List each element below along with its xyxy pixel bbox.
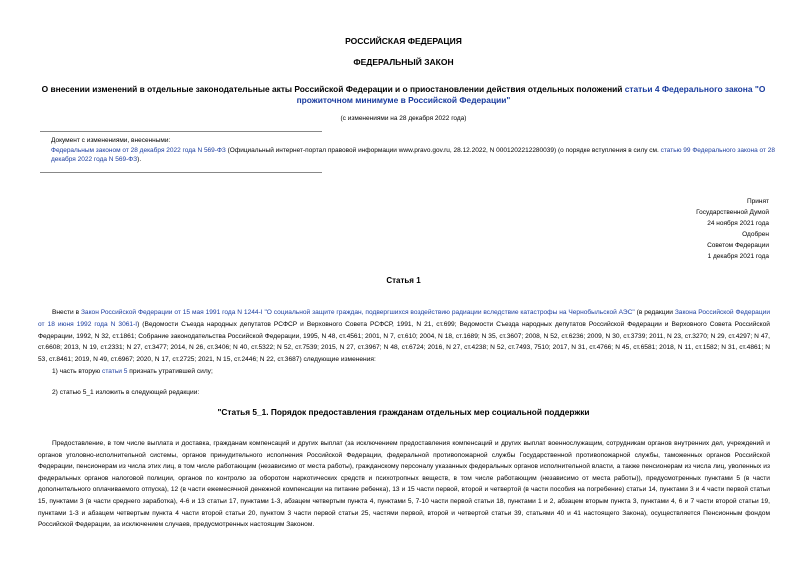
article-1-paragraph bbox=[38, 307, 770, 366]
changes-note: (с изменениями на 28 декабря 2022 года) bbox=[340, 115, 467, 122]
amendments-tail: ). bbox=[137, 156, 142, 163]
amendments-label: Документ с изменениями, внесенными: bbox=[51, 137, 171, 144]
adopted-label: Принят bbox=[746, 198, 769, 205]
article-5-1-paragraph bbox=[38, 438, 770, 531]
adopted-date: 24 ноября 2021 года bbox=[707, 220, 769, 227]
p1-citations: ) (Ведомости Съезда народных депутатов РСФСР и Верховного Совета РСФСР, 1991, N 21, ст.699; Ведомости Съезда народных депутатов Российской Федерации и Верховного Совета Российской Федерации, 1992, N 32, ст.1861; Собрание законодательства Российской Федерации, 1995, N 48, ст.4561; 2001, N 7, ст.610; 2004, N 18, ст.1689; N 35, ст.3607; 2008, N 52, ст.6236; 2009, N 30, ст.3739; 2011, N 23, ст.3270; N 29, ст.4297; N 47, ст.6608; 2013, N 19, ст.2331; N 27, ст.3477; 2014, N 26, ст.3406; N 40, ст.5322; N 52, ст.7539; 2015, N 27, ст.3967; N 48, ст.6724; 2016, N 27, ст.4238; N 52, ст.7493, 7510; 2017, N 31, ст.4766; N 45, ст.6581; 2018, N 11, ст.1582; N 31, ст.4861; N 53, ст.8461; 2019, N 49, ст.6967; 2020, N 17, ст.2725; 2021, N 15, ст.2446; N 22, ст.3687) следующие изменения: bbox=[38, 320, 770, 364]
amending-law-source: (Официальный интернет-портал правовой информации www.pravo.gov.ru, 28.12.2022, N 0001202212280039) (о порядке вступления в силу см. bbox=[225, 146, 661, 154]
article-5-1-text: Предоставление, в том числе выплата и доставка, гражданам компенсаций и других выплат (за исключением предоставления компенсаций и других выплат военнослужащим, сотрудникам органов внутренних дел, учреждений и органов уголовно-исполнительной системы, органов принудительного исполнения Российской Федерации, федеральной противопожарной службы Государственной противопожарной службы, таможенных органов Российской Федерации, пенсионерам из числа этих лиц, в том числе работающим (независимо от места работы), гражданскому персоналу указанных федеральных органов исполнительной власти, а также пенсионерам из числа лиц, уволенных из федеральных органов налоговой полиции, органов по контролю за оборотом наркотических средств и психотропных веществ, в том числе работающим (независимо от места работы)), предусмотренных пунктами 5 (в части дополнительного оплачиваемого отпуска), 12 (в части ежемесячной денежной компенсации на питание ребенка), 13 и 15 части первой, второй и четвертой (в части пособия на погребение) статьи 14, пунктами 3 и 4 части первой статьи 15, пунктами 3 (в части среднего заработка), 4-6 и 13 статьи 17, пунктами 1-3, абзацем четвертым пункта 4, пунктами 5, 7-10 части первой статьи 18, пунктами 1 и 2, абзацем вторым пункта 3, пунктами 4, 6 и 7 части второй статьи 19, пунктами 1-3 и абзацем четвертым пункта 4 части второй статьи 20, пунктом 3 части первой статьи 25, частями первой, второй и четвертой статьи 39, статьями 40 и 41 настоящего Закона), осуществляется Пенсионным фондом Российской Федерации, за исключением случаев, предусмотренных настоящим Законом. bbox=[38, 440, 770, 529]
p1-edition: (в редакции bbox=[634, 309, 675, 316]
item-1 bbox=[52, 367, 213, 376]
article-99-link[interactable]: статью 99 Федерального закона от 28 декабря 2022 года N 569-ФЗ bbox=[51, 146, 776, 163]
item-1-tail: признать утратившей силу; bbox=[127, 368, 213, 375]
law-title-text: О внесении изменений в отдельные законодательные акты Российской Федерации и о приостановлении действия отдельных положений bbox=[41, 84, 625, 94]
p1-intro: Внести в bbox=[52, 309, 81, 316]
approved-label: Одобрен bbox=[742, 231, 769, 238]
country-heading: РОССИЙСКАЯ ФЕДЕРАЦИЯ bbox=[345, 36, 462, 46]
top-divider bbox=[40, 131, 322, 132]
article-1-heading: Статья 1 bbox=[386, 276, 421, 285]
adopted-by: Государственной Думой bbox=[696, 209, 769, 216]
bottom-divider bbox=[40, 172, 322, 173]
amending-law-link[interactable]: Федеральным законом от 28 декабря 2022 года N 569-ФЗ bbox=[51, 146, 226, 154]
approved-by: Советом Федерации bbox=[707, 242, 769, 249]
doc-type-heading: ФЕДЕРАЛЬНЫЙ ЗАКОН bbox=[353, 57, 454, 67]
law-title-link[interactable]: статьи 4 Федерального закона "О прожиточном минимуме в Российской Федерации" bbox=[296, 84, 766, 105]
article-5-1-heading: "Статья 5_1. Порядок предоставления гражданам отдельных мер социальной поддержки bbox=[217, 407, 590, 417]
amendments-block bbox=[40, 136, 780, 165]
law-title bbox=[28, 84, 779, 106]
item-2: 2) статью 5_1 изложить в следующей редакции: bbox=[52, 389, 200, 396]
adoption-block bbox=[569, 196, 769, 262]
item-1-text: 1) часть вторую bbox=[52, 368, 103, 375]
chernobyl-law-link[interactable]: Закон Российской Федерации от 15 мая 1991 года N 1244-I "О социальной защите граждан, подвергшихся воздействию радиации вследствие катастрофы на Чернобыльской АЭС" bbox=[80, 309, 635, 316]
approved-date: 1 декабря 2021 года bbox=[707, 253, 769, 260]
law-3061-link[interactable]: Закона Российской Федерации от 18 июня 1992 года N 3061-I bbox=[38, 309, 770, 328]
article-5-link[interactable]: статьи 5 bbox=[102, 368, 128, 375]
